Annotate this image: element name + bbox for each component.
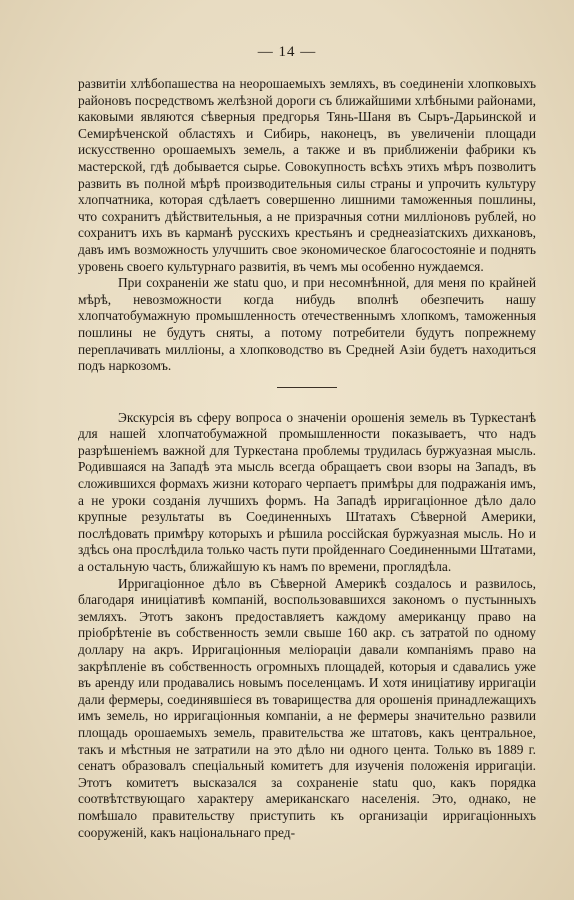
paragraph-statu-quo: При сохраненіи же statu quo, и при несомнѣнной, для меня по крайней мѣрѣ, невозможности когда нибудь вполнѣ обезпечить нашу хлопчатобумажную промышленность отечественнымъ хлопкомъ, таможенныя пошлины не будутъ сняты, а потому потребители будутъ попрежнему переплачивать милліоны, а хлопководство въ Средней Азіи будетъ находиться подъ наркозомъ. bbox=[78, 275, 536, 374]
paragraph-excursion: Экскурсія въ сферу вопроса о значеніи орошенія земель въ Туркестанѣ для нашей хлопчатобумажной промышленности показываетъ, что надъ разрѣшеніемъ важной для Туркестана проблемы трудилась буржуазная мысль. Родившаяся на Западѣ эта мысль всегда обращаетъ свои взоры на Западъ, въ сложившихся формахъ жизни котораго черпаетъ примѣры для подражанія имъ, а не уроки созданія лучшихъ формъ. На Западѣ ирригаціонное дѣло дало крупные результаты въ Соединенныхъ Штатахъ Сѣверной Америки, послѣдовать примѣру которыхъ и рѣшила россійская буржуазная мысль. Но и здѣсь она прослѣдила только часть пути пройденнаго Соединенными Штатами, а остальную часть, ближайшую къ намъ по времени, проглядѣла. bbox=[78, 409, 536, 575]
paragraph-continued: развитіи хлѣбопашества на неорошаемыхъ земляхъ, въ соединеніи хлопковыхъ районовъ посредствомъ желѣзной дороги съ ближайшими хлѣбными районами, каковыми являются сѣверныя предгорья Тянь-Шаня въ Сыръ-Дарьинской и Семирѣченской областяхъ и Сибирь, наконецъ, въ увеличеніи площади искусственно орошаемыхъ земель, а также и въ приближеніи фабрики къ мастерской, гдѣ добывается сырье. Совокупность всѣхъ этихъ мѣръ позволитъ развить въ полной мѣрѣ производительныя силы страны и упрочить культуру хлопчатника, которая сдѣлаетъ совершенно лишними таможенныя пошлины, что сохранитъ дѣйствительныя, а не призрачныя сотни милліоновъ рублей, но сохранитъ ихъ въ карманѣ русскихъ крестьянъ и среднеазіатскихъ дихкановъ, давъ имъ возможность улучшить свое экономическое благосостояніе и поднять уровень своего культурнаго развитія, въ чемъ мы особенно нуждаемся. bbox=[78, 76, 536, 274]
section-divider bbox=[277, 387, 337, 388]
page-number: — 14 — bbox=[257, 44, 317, 60]
paragraph-irrigation: Ирригаціонное дѣло въ Сѣверной Америкѣ создалось и развилось, благодаря иниціативѣ компаній, воспользовавшихся закономъ о пустынныхъ земляхъ. Этотъ законъ предоставляетъ каждому американцу право на пріобрѣтеніе въ собственность земли свыше 160 акр. съ затратой по одному доллару на акръ. Ирригаціонныя меліораціи давали компаніямъ право на закрѣпленіе въ собственность огромныхъ площадей, которыя и сдавались уже въ аренду или продавались новымъ поселенцамъ. И хотя иниціативу ирригаціи дали фермеры, соединявшіеся въ товарищества для орошенія принадлежащихъ имъ земель, но ирригаціонныя компаніи, а не фермеры значительно развили площадь орошаемыхъ земель, правительства же штатовъ, какъ центральное, такъ и мѣстныя не затратили на это дѣло ни одного цента. Только въ 1889 г. сенатъ образовалъ спеціальный комитетъ для изученія положенія ирригаціи. Этотъ комитетъ высказался за сохраненіе statu quo, какъ порядка соотвѣтствующаго характеру американскаго населенія. Это, однако, не помѣшало правительству приступить къ организаціи ирригаціонныхъ сооруженій, какъ національнаго пред- bbox=[78, 575, 536, 840]
body-text bbox=[78, 76, 536, 841]
